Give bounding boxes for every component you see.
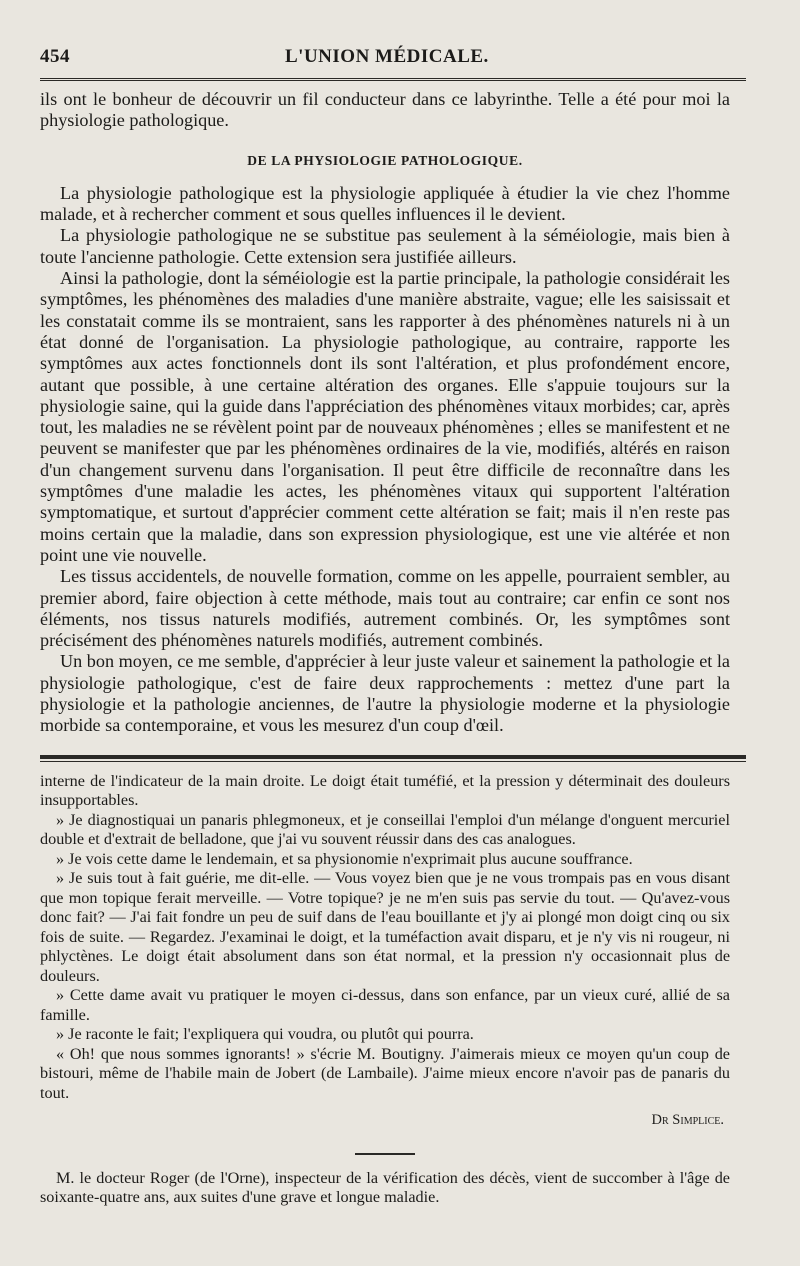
- feuilleton-paragraph: » Je vois cette dame le lendemain, et sa physionomie n'exprimait plus aucune souffrance.: [56, 849, 633, 868]
- feuilleton-paragraph: » Je raconte le fait; l'expliquera qui voudra, ou plutôt qui pourra.: [56, 1025, 474, 1044]
- signature: Dr Simplice.: [651, 1112, 724, 1129]
- intro-paragraph: ils ont le bonheur de découvrir un fil conducteur dans ce labyrinthe. Telle a été pour moi la physiologie pathologique.: [40, 89, 730, 131]
- header-rule: [40, 78, 746, 81]
- article-paragraph: Un bon moyen, ce me semble, d'apprécier à leur juste valeur et sainement la pathologie et la physiologie pathologique, c'est de faire deux rapprochements : mettez d'une part la physiologie et la pathologie anciennes, de l'autre la physiologie moderne et la physiologie morbide sa contemporaine, et vous les mesurez d'un coup d'œil.: [40, 651, 730, 736]
- obituary-notice: [40, 1169, 730, 1208]
- feuilleton-paragraph: « Oh! que nous sommes ignorants! » s'écrie M. Boutigny. J'aimerais mieux ce moyen qu'un coup de bistouri, même de l'habile main de Jobert (de Lambaile). J'aime mieux encore n'avoir pas de panaris du tout.: [40, 1044, 730, 1102]
- page-number: 454: [40, 46, 70, 67]
- article-paragraph: Les tissus accidentels, de nouvelle formation, comme on les appelle, pourraient sembler, au premier abord, faire objection à cette méthode, mais tout au contraire; car enfin ce sont nos éléments, nos tissus naturels modifiés, autrement combinés. Or, les symptômes sont précisément des phénomènes naturels modifiés, autrement combinés.: [40, 566, 730, 651]
- journal-title: L'UNION MÉDICALE.: [285, 46, 489, 67]
- article-paragraph: Ainsi la pathologie, dont la séméiologie est la partie principale, la pathologie considérait les symptômes, les phénomènes des maladies d'une manière abstraite, vague; elle les saisissait et les constatait comme ils se montraient, sans les rapporter à des phénomènes naturels ni à un état donné de l'organisation. La physiologie pathologique, au contraire, rapporte les symptômes aux actes fonctionnels dont ils sont l'altération, et plus profondément encore, autant que possible, à une certaine altération des organes. Elle s'appuie toujours sur la physiologie saine, qui la guide dans l'appréciation des phénomènes vitaux morbides; car, après tout, les maladies ne se révèlent point par de nouveaux phénomènes ; elles se manifestent et ne peuvent se manifester que par les phénomènes ordinaires de la vie, modifiés, altérés en raison d'un changement survenu dans l'organisation. Il peut être difficile de reconnaître dans les symptômes d'une maladie les actes, les phénomènes vitaux qui supportent l'altération symptomatique, et surtout d'apprécier comment cette altération se fait; mais il n'en reste pas moins certain que la maladie, dans son expression physiologique, est une vie altérée et non point une vie nouvelle.: [40, 268, 730, 565]
- article-paragraph: La physiologie pathologique ne se substitue pas seulement à la séméiologie, mais bien à toute l'ancienne pathologie. Cette extension sera justifiée ailleurs.: [40, 225, 730, 267]
- notice-rule: [355, 1153, 415, 1155]
- feuilleton-rule: [40, 755, 746, 762]
- section-heading: DE LA PHYSIOLOGIE PATHOLOGIQUE.: [247, 152, 523, 168]
- feuilleton-paragraph: » Cette dame avait vu pratiquer le moyen ci-dessus, dans son enfance, par un vieux curé, allié de sa famille.: [40, 986, 730, 1024]
- feuilleton-paragraph: » Je diagnostiquai un panaris phlegmoneux, et je conseillai l'emploi d'un mélange d'onguent mercuriel double et d'extrait de belladone, que j'ai vu souvent réussir dans des cas analogues.: [40, 810, 730, 849]
- main-article: [40, 89, 730, 737]
- article-paragraph: La physiologie pathologique est la physiologie appliquée à étudier la vie chez l'homme malade, et à rechercher comment et sous quelles influences il le devient.: [40, 182, 730, 225]
- feuilleton-paragraph: » Je suis tout à fait guérie, me dit-elle. — Vous voyez bien que je ne vous trompais pas en vous disant que mon topique ferait merveille. — Votre topique? je ne m'en suis pas servie du tout. — Qu'avez-vous donc fait? — J'ai fait fondre un peu de suif dans de l'eau bouillante et j'y ai plongé mon doigt cinq ou six fois de suite. — Regardez. J'examinai le doigt, et la tuméfaction avait disparu, et je n'y vis ni rougeur, ni phlyctènes. Le doigt était absolument dans son état normal, et la pression n'y occasionnait plus de douleurs.: [40, 869, 730, 985]
- feuilleton-paragraph: interne de l'indicateur de la main droite. Le doigt était tuméfié, et la pression y déterminait des douleurs insupportables.: [40, 771, 730, 810]
- feuilleton: [40, 772, 730, 1131]
- running-head: [40, 42, 730, 78]
- notice-paragraph: M. le docteur Roger (de l'Orne), inspecteur de la vérification des décès, vient de succomber à l'âge de soixante-quatre ans, aux suites d'une grave et longue maladie.: [40, 1168, 730, 1207]
